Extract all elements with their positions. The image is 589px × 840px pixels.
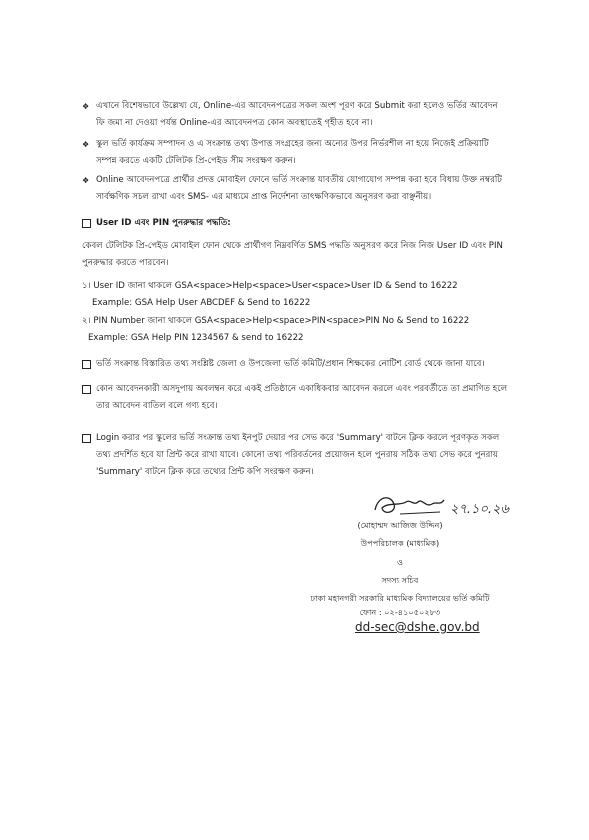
- note-text: কোন আবেদনকারী অসদুপায় অবলম্বন করে একই প্রতিষ্ঠানে একাধিকবার আবেদন করলে এবং পরবর্তীতে তা প্রমাণিত হলে তার আবেদন বাতিল বলে গণ্য হবে।: [96, 384, 508, 411]
- signatory-role: সদস্য সচিব: [381, 575, 419, 585]
- diamond-bullet-icon: ❖: [82, 102, 90, 111]
- signature-date: ২৭.১০.২৬: [450, 502, 509, 517]
- recovery-example-user: Example: GSA Help User ABCDEF & Send to 16222: [92, 298, 311, 308]
- recovery-intro: কেবল টেলিটক প্রি-পেইড মোবাইল ফোন থেকে প্রার্থীগণ নিম্নবর্ণিত SMS পদ্ধতি অনুসরণ করে নিজ নিজ User ID এবং PIN পুনরুদ্ধার করতে পারবেন।: [82, 241, 503, 268]
- checkbox-icon: [82, 219, 91, 228]
- diamond-bullet-icon: ❖: [82, 140, 90, 149]
- signatory-committee: ঢাকা মহানগরী সরকারি মাধ্যমিক বিদ্যালয়ের ভর্তি কমিটি: [310, 593, 490, 603]
- signatory-email[interactable]: dd-sec@dshe.gov.bd: [355, 620, 480, 634]
- recovery-step-pin: ২। PIN Number জানা থাকলে GSA<space>Help<space>PIN<space>PIN No & Send to 16222: [82, 316, 470, 326]
- signatory-conjunction: ও: [396, 557, 404, 567]
- signatory-designation: উপপরিচালক (মাধ্যমিক): [360, 538, 440, 548]
- checkbox-icon: [82, 434, 91, 443]
- checkbox-icon: [82, 385, 91, 394]
- checkbox-icon: [82, 360, 91, 369]
- bullet-text: এখানে বিশেষভাবে উল্লেখ্য যে, Online-এর আবেদনপত্রের সকল অংশ পূরণ করে Submit করা হলেও ভর্তির আবেদন ফি জমা না দেওয়া পর্যন্ত Online-এর আবেদনপত্র কোন অবস্থাতেই গৃহীত হবে না।: [96, 101, 498, 128]
- signatory-phone: ফোন : ০২-৪১০৫০২৮৩: [359, 607, 441, 617]
- diamond-bullet-icon: ❖: [82, 176, 90, 185]
- recovery-example-pin: Example: GSA Help PIN 1234567 & send to 16222: [88, 333, 304, 343]
- signatory-name: (মোহাম্মদ আজিজ উদ্দিন): [357, 520, 443, 530]
- recovery-step-user: ১। User ID জানা থাকলে GSA<space>Help<space>User<space>User ID & Send to 16222: [82, 281, 458, 291]
- bullet-text: Online আবেদনপত্রে প্রার্থীর প্রদত্ত মোবাইল ফোনে ভর্তি সংক্রান্ত যাবতীয় যোগাযোগ সম্পন্ন করা হবে বিধায় উক্ত নম্বরটি সার্বক্ষণিক সচল রাখা এবং SMS- এর মাধ্যমে প্রাপ্ত নির্দেশনা তাৎক্ষণিকভাবে অনুসরণ করা বাঞ্ছনীয়।: [96, 175, 502, 202]
- recovery-heading: User ID এবং PIN পুনরুদ্ধার পদ্ধতি:: [96, 218, 231, 228]
- note-text: Login করার পর স্কুলের ভর্তি সংক্রান্ত তথ্য ইনপুট দেয়ার পর সেভ করে 'Summary' বাটনে ক্লিক করলে পূরণকৃত সকল তথ্য প্রদর্শিত হবে যা প্রিন্ট করে রাখা যাবে। কোনো তথ্য পরিবর্তনের প্রয়োজন হলে পুনরায় সঠিক তথ্য সেভ করে পুনরায় 'Summary' বাটনে ক্লিক করে তথ্যের প্রিন্ট কপি সংরক্ষণ করুন।: [96, 433, 500, 477]
- bullet-text: স্কুল ভর্তি কার্যক্রম সম্পাদন ও এ সংক্রান্ত তথ্য উপাত্ত সংগ্রহের জন্য অন্যের উপর নির্ভরশীল না হয়ে নিজেই প্রক্রিয়াটি সম্পন্ন করতে একটি টেলিটক প্রি-পেইড সীম সংরক্ষণ করুন।: [96, 139, 489, 166]
- note-text: ভর্তি সংক্রান্ত বিস্তারিত তথ্য সংশ্লিষ্ট জেলা ও উপজেলা ভর্তি কমিটি/প্রধান শিক্ষকের নোটিশ বোর্ড থেকে জানা যাবে।: [96, 359, 485, 369]
